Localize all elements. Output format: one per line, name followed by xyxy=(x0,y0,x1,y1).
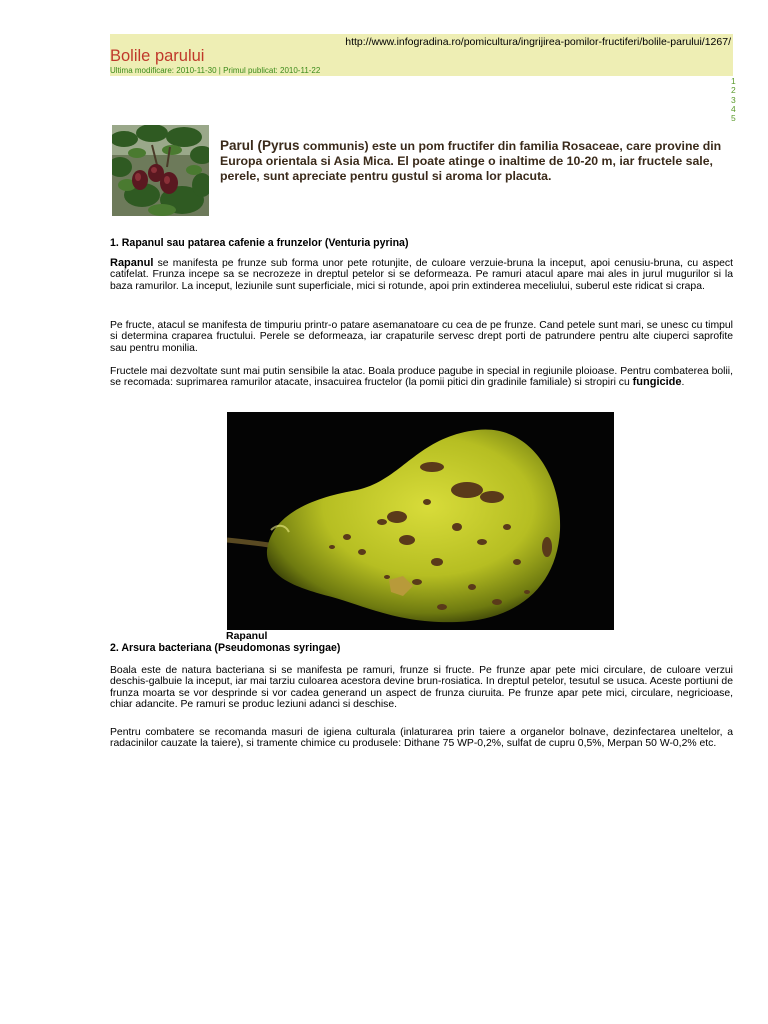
paragraph-rapan-fruits: Pe fructe, atacul se manifesta de timpuriu printr-o patare asemanatoare cu cea de pe frunze. Cand petele sunt mari, se unesc cu timpul si determina craparea fructului. Perele se deformeaza, iar crapaturile servesc drept porti de patrundere pentru alte ciuperci saprofite sau pentru monilia. xyxy=(110,320,733,354)
publish-meta: Ultima modificare: 2010-11-30 | Primul publicat: 2010-11-22 xyxy=(110,66,321,75)
paragraph-blight-control: Pentru combatere se recomanda masuri de igiena culturala (inlaturarea prin taiere a organelor bolnave, dezinfectarea uneltelor, a radacinilor cauzate la taiere), si tramente chimice cu produsele: Dithane 75 WP-0,2%, sulfat de cupru 0,5%, Merpan 50 W-0,2% etc. xyxy=(110,727,733,750)
page-link-2[interactable]: 2 xyxy=(731,85,736,96)
page-link-4[interactable]: 4 xyxy=(731,103,736,114)
photo-caption: Rapanul xyxy=(226,630,268,642)
pear-tree-photo xyxy=(112,125,209,216)
paragraph-rapan-leaves: Rapanul se manifesta pe frunze sub forma unor pete rotunjite, de culoare verzuie-bruna la inceput, apoi cenusiu-bruna, cu aspect catifelat. Frunza incepe sa se necrozeze in dreptul petelor si se deformeaza. Pe ramuri atacul apare mai ales in jurul mugurilor si la baza ramurilor. La inceput, leziunile sunt superficiale, mici si rotunde, apoi prin extinderea meceliului, suberul este ridicat si crapa. xyxy=(110,257,733,292)
page-link-3[interactable]: 3 xyxy=(731,94,736,105)
paragraph-blight-description: Boala este de natura bacteriana si se manifesta pe ramuri, frunze si fructe. Pe frunze apar pete mici circulare, de culoare verzui deschis-galbuie la inceput, iar mai tarziu culoarea acestora devine brun-rosiatica. In dreptul petelor, tesutul se usuca. Aceste portiuni de frunza moarta se vor desprinde si vor cadea generand un aspect de frunza ciuruita. Pe frunze apar pete mici, circulare, negricioase, chiar adancite. Pe ramuri se produc leziuni adanci si deschise. xyxy=(110,665,733,711)
paragraph-rapan-control: Fructele mai dezvoltate sunt mai putin sensibile la atac. Boala produce pagube in special in regiunile ploioase. Pentru combaterea bolii, se recomada: suprimarea ramurilor atacate, insacuirea fructelor (la pomii pitici din gradinile familiale) si stropiri cu fungicide. xyxy=(110,366,733,389)
pagination xyxy=(731,77,743,123)
section-heading-rapan: 1. Rapanul sau patarea cafenie a frunzelor (Venturia pyrina) xyxy=(110,237,409,249)
page-title: Bolile parului xyxy=(110,47,205,65)
rapan-pear-photo xyxy=(227,412,614,630)
intro-paragraph: Parul (Pyrus communis) este un pom fructifer din familia Rosaceae, care provine din Europa orientala si Asia Mica. El poate atinge o inaltime de 10-20 m, iar fructele sale, perele, sunt apreciate pentru gustul si aroma lor placuta. xyxy=(220,138,722,183)
section-heading-bacterial-blight: 2. Arsura bacteriana (Pseudomonas syringae) xyxy=(110,642,341,654)
page-header xyxy=(110,34,733,76)
page-link-1[interactable]: 1 xyxy=(731,76,736,86)
page-link-5[interactable]: 5 xyxy=(731,113,736,124)
source-url[interactable]: http://www.infogradina.ro/pomicultura/ingrijirea-pomilor-fructiferi/bolile-parului/1267/ xyxy=(345,36,731,48)
